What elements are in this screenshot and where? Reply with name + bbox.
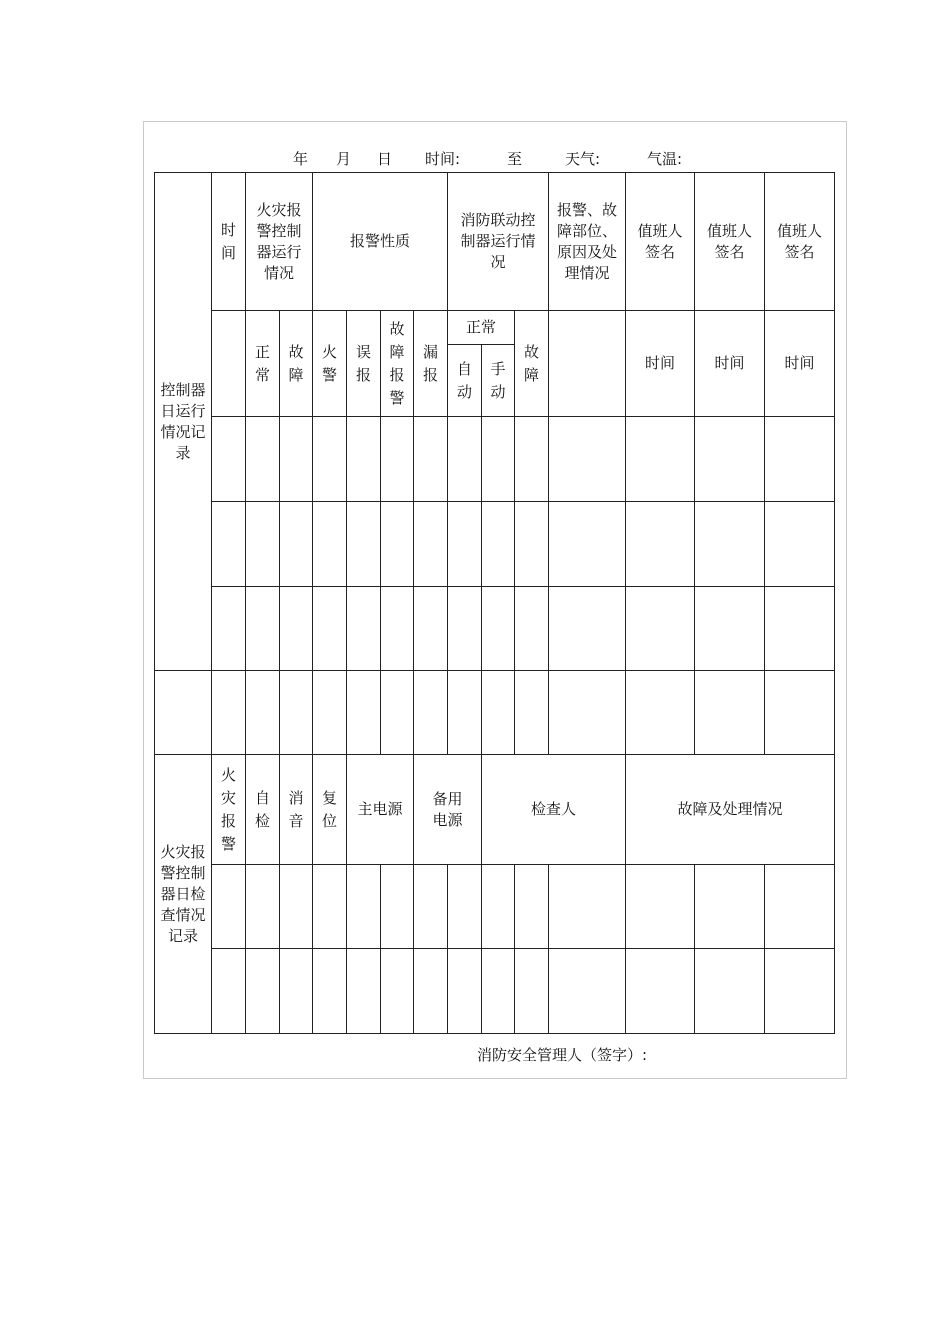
missed-alarm-subheader: 漏报 [414, 311, 448, 417]
fault-alarm-subheader: 故障报警 [381, 311, 414, 417]
duty-time-1: 时间 [626, 311, 695, 417]
year-label: 年 [293, 150, 309, 168]
backup-power-header: 备用电源 [414, 755, 482, 865]
time-label: 时间: [425, 150, 461, 168]
day-label: 日 [377, 150, 393, 168]
table-row [155, 949, 835, 1034]
linkage-fault-subheader: 故障 [515, 311, 549, 417]
duty-sign-header-1: 值班人签名 [626, 173, 695, 311]
controller-status-header: 火灾报警控制器运行情况 [246, 173, 313, 311]
table-row [155, 671, 835, 755]
fire-alarm-subheader: 火警 [313, 311, 347, 417]
record-table [154, 172, 835, 1034]
false-alarm-subheader: 误报 [347, 311, 381, 417]
alarm-nature-header: 报警性质 [313, 173, 448, 311]
table-row [155, 502, 835, 587]
silence-header: 消音 [280, 755, 313, 865]
section1-title: 控制器日运行情况记录 [155, 173, 212, 671]
normal-subheader: 正常 [246, 311, 280, 417]
duty-time-2: 时间 [695, 311, 765, 417]
weather-label: 天气: [565, 150, 601, 168]
table-row [155, 587, 835, 671]
table-row [155, 417, 835, 502]
inspector-header: 检查人 [482, 755, 626, 865]
form-header [0, 148, 950, 168]
duty-sign-header-3: 值班人签名 [765, 173, 835, 311]
fault-handling-header: 故障及处理情况 [626, 755, 835, 865]
linkage-status-header: 消防联动控制器运行情况 [448, 173, 549, 311]
section2-title: 火灾报警控制器日检查情况记录 [155, 755, 212, 1034]
manager-signature-label: 消防安全管理人（签字）: [477, 1046, 648, 1064]
self-check-header: 自检 [246, 755, 280, 865]
manual-subheader: 手动 [482, 345, 515, 417]
auto-subheader: 自动 [448, 345, 482, 417]
duty-sign-header-2: 值班人签名 [695, 173, 765, 311]
to-label: 至 [507, 150, 523, 168]
time-header: 时间 [212, 173, 246, 311]
duty-time-3: 时间 [765, 311, 835, 417]
table-row [155, 311, 835, 345]
fire-alarm-check-header: 火灾报警 [212, 755, 246, 865]
main-power-header: 主电源 [347, 755, 414, 865]
reset-header: 复位 [313, 755, 347, 865]
table-row [155, 173, 835, 311]
table-row [155, 865, 835, 949]
temperature-label: 气温: [647, 150, 683, 168]
fault-subheader: 故障 [280, 311, 313, 417]
month-label: 月 [336, 150, 352, 168]
linkage-normal-subheader: 正常 [448, 311, 515, 345]
time-subheader-blank [212, 311, 246, 417]
fault-location-subheader-blank [549, 311, 626, 417]
table-row [155, 755, 835, 865]
fault-location-header: 报警、故障部位、原因及处理情况 [549, 173, 626, 311]
